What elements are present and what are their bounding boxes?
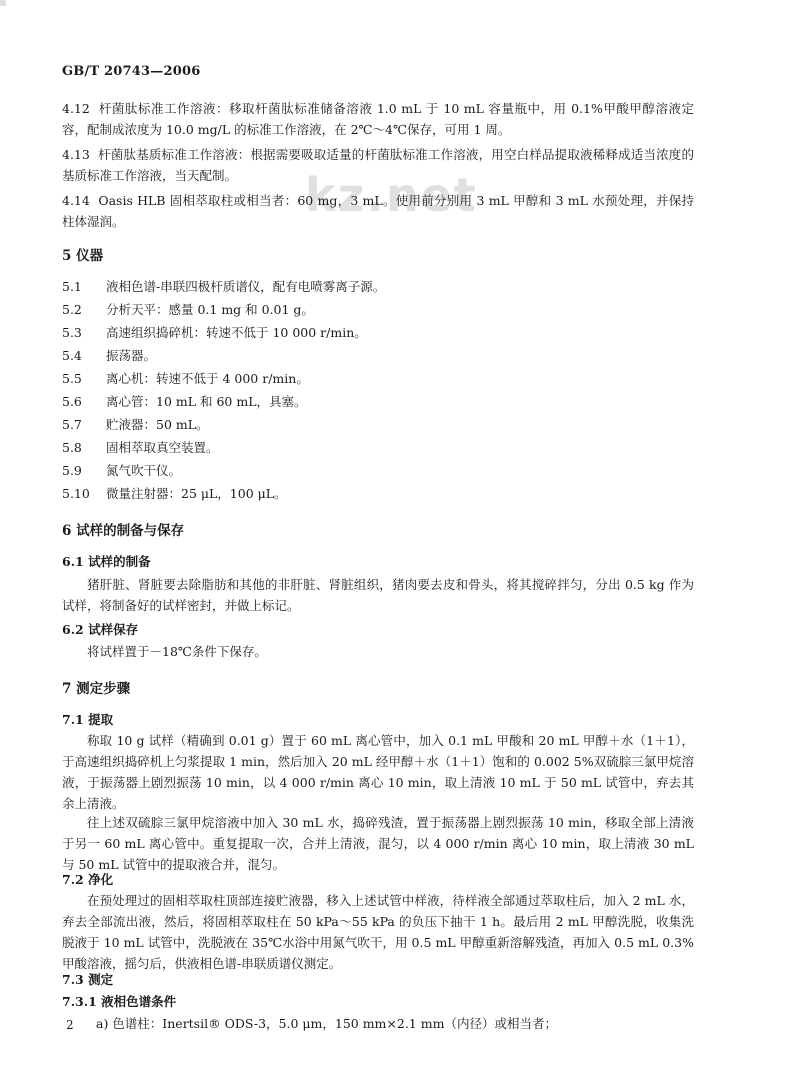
section-7-1-title: 7.1 提取 [62, 712, 114, 727]
list-item [62, 370, 309, 388]
item-number: 5.1 [62, 279, 82, 294]
section-6-2-text: 将试样置于－18℃条件下保存。 [87, 644, 267, 659]
list-item [62, 439, 219, 457]
section-7-1-paragraph-1: 称取 10 g 试样（精确到 0.01 g）置于 60 mL 离心管中，加入 0.1 mL 甲酸和 20 mL 甲醇＋水（1＋1），于高速组织捣碎机上匀浆提取 1 min，然后加入 20 mL 经甲醇＋水（1＋1）饱和的 0.002 5%双硫腙三氯甲烷溶液，于振荡器上剧烈振荡 10 min，以 4 000 r/min 离心 10 min，取上清液 10 mL 于 50 mL 试管中，弃去其余上清液。 [62, 733, 694, 811]
section-6-1-title: 6.1 试样的制备 [62, 554, 151, 569]
section-7-1-paragraph-2: 往上述双硫腙三氯甲烷溶液中加入 30 mL 水，捣碎残渣，置于振荡器上剧烈振荡 10 min，移取全部上清液于另一 60 mL 离心管中。重复提取一次，合并上清液，混匀，以 4 000 r/min 离心 10 min，取上清液 30 mL 与 50 mL 试管中的提取液合并，混匀。 [62, 815, 694, 872]
section-7-3-1-title: 7.3.1 液相色谱条件 [62, 994, 177, 1009]
list-item [62, 301, 314, 319]
list-item [62, 278, 385, 296]
item-number: 5.8 [62, 440, 82, 455]
item-text: 氮气吹干仪。 [106, 463, 182, 478]
section-7-title: 7 测定步骤 [62, 681, 131, 697]
section-7-2-text: 在预处理过的固相萃取柱顶部连接贮液器，移入上述试管中样液，待样液全部通过萃取柱后，加入 2 mL 水，弃去全部流出液，然后，将固相萃取柱在 50 kPa～55 kPa 的负压下抽干 1 h。最后用 2 mL 甲醇洗脱，收集洗脱液于 10 mL 试管中，洗脱液在 35℃水浴中用氮气吹干，用 0.5 mL 甲醇重新溶解残渣，再加入 0.5 mL 0.3%甲酸溶液，摇匀后，供液相色谱-串联质谱仪测定。 [62, 893, 694, 971]
item-text: 固相萃取真空装置。 [106, 440, 219, 455]
list-item [62, 347, 156, 365]
clause-4-13 [62, 144, 694, 186]
item-number: 5.3 [62, 325, 82, 340]
item-text: 液相色谱-串联四极杆质谱仪，配有电喷雾离子源。 [106, 279, 386, 294]
clause-text: 杆菌肽标准工作溶液：移取杆菌肽标准储备溶液 1.0 mL 于 10 mL 容量瓶中，用 0.1%甲酸甲醇溶液定容，配制成浓度为 10.0 mg/L 的标准工作溶液，在 2℃～4℃保存，可用 1 周。 [62, 101, 694, 137]
item-text: 振荡器。 [106, 348, 157, 363]
watermark: kz.net [305, 168, 478, 222]
section-7-2-title: 7.2 净化 [62, 872, 114, 887]
clause-number: 4.13 [62, 147, 90, 162]
item-text: 离心机：转速不低于 4 000 r/min。 [106, 371, 309, 386]
list-item [62, 416, 209, 434]
item-text: 微量注射器：25 μL，100 μL。 [106, 486, 287, 501]
item-number: 5.5 [62, 371, 82, 386]
clause-4-12 [62, 98, 694, 140]
section-5-title: 5 仪器 [62, 248, 104, 264]
scan-corner-mark [0, 0, 6, 6]
clause-number: 4.12 [62, 101, 90, 116]
list-item [62, 462, 181, 480]
item-text: 高速组织捣碎机：转速不低于 10 000 r/min。 [106, 325, 367, 340]
page-number: 2 [66, 1018, 74, 1032]
clause-text: Oasis HLB 固相萃取柱或相当者：60 mg，3 mL。使用前分别用 3 mL 甲醇和 3 mL 水预处理，并保持柱体湿润。 [62, 193, 695, 229]
item-number: 5.4 [62, 348, 82, 363]
item-number: 5.7 [62, 417, 82, 432]
list-item [62, 393, 307, 411]
clause-4-14 [62, 190, 694, 232]
standard-header: GB/T 20743—2006 [62, 64, 201, 79]
list-item [62, 485, 287, 503]
column-spec-item: a) 色谱柱：Inertsil® ODS-3，5.0 μm，150 mm×2.1 mm（内径）或相当者； [96, 1016, 557, 1031]
clause-text: 杆菌肽基质标准工作溶液：根据需要吸取适量的杆菌肽标准工作溶液，用空白样品提取液稀释成适当浓度的基质标准工作溶液，当天配制。 [62, 147, 694, 183]
section-7-3-title: 7.3 测定 [62, 972, 114, 987]
section-6-title: 6 试样的制备与保存 [62, 523, 185, 539]
list-item [62, 324, 367, 342]
section-6-1-text: 猪肝脏、肾脏要去除脂肪和其他的非肝脏、肾脏组织，猪肉要去皮和骨头，将其搅碎拌匀，分出 0.5 kg 作为试样，将制备好的试样密封，并做上标记。 [62, 577, 694, 613]
item-number: 5.9 [62, 463, 82, 478]
item-number: 5.2 [62, 302, 82, 317]
item-text: 分析天平：感量 0.1 mg 和 0.01 g。 [106, 302, 314, 317]
item-number: 5.10 [62, 486, 90, 501]
item-text: 贮液器：50 mL。 [106, 417, 209, 432]
clause-number: 4.14 [62, 193, 90, 208]
section-6-2-title: 6.2 试样保存 [62, 622, 139, 637]
item-number: 5.6 [62, 394, 82, 409]
item-text: 离心管：10 mL 和 60 mL，具塞。 [106, 394, 307, 409]
